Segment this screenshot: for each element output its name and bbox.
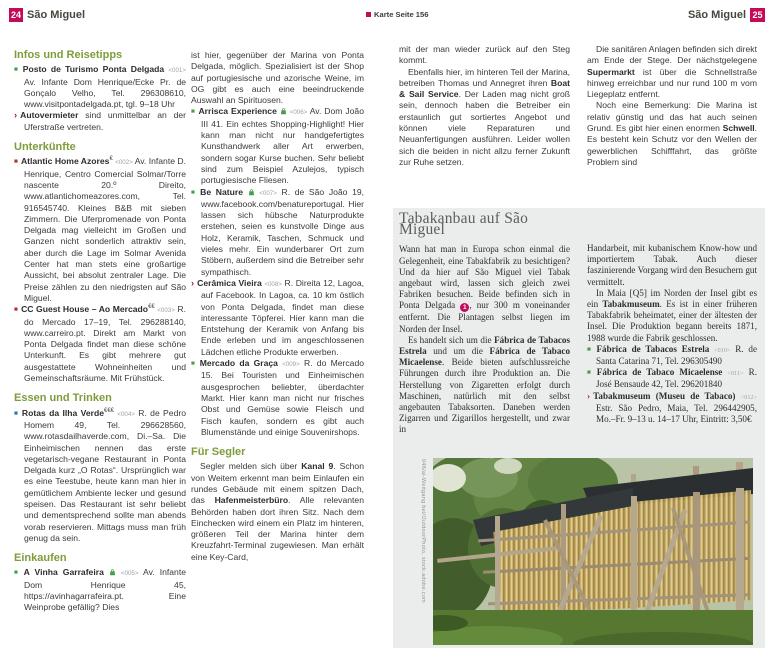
tobacco-drying-photo [433,458,753,645]
poi-number-badge: 1 [460,303,469,312]
map-ref-tag: <009> [282,361,300,369]
listing-text: R. de Pedro Homem 49, Tel. 296628560, www.rotasdailhaverde.com, Di.–Sa. Die Einheimischen nennen das erste vegetarisch-vegane Restaurant in Ponta Delgada kurz „O Rotas“. Ursprünglich war es eine Teestube, heute kann man hier in gemütlichem Ambiente lecker und gesund speisen. Das Restaurant ist sehr beliebt und dementsprechend sollte man abends vorab reservieren. Mittags muss man früh genug da sein. [24,407,186,543]
bold-term: Boat & Sail Service [399,77,570,100]
map-ref-tag: <007> [259,189,277,197]
section-heading-segler: Für Segler [191,446,246,459]
listing-title: Fábrica de Tabaco Micaelense [596,367,723,378]
map-ref-label: Karte Seite 156 [374,10,429,19]
page-header [0,8,765,22]
listing-text: Av. Infante Dom Henrique 45, https://avinhagarrafeira.pt. Eine Weinprobe gefällig? Dies [24,567,186,613]
listing-title: A Vinha Garrafeira [23,567,104,578]
bullet-square-icon: ■ [14,66,20,74]
body-text: und um die [426,346,490,357]
body-text: , nur 300 m voneinander entfernt. Die Plantagen selbst liegen im Norden der Insel. [399,300,570,334]
listing-text: R. de São João 19, www.facebook.com/benatureportugal. Hier lassen sich hübsche Naturprodukte erstehen, seien es kunstvolle Dinge aus Holz, Keramik, Taschen, Schmuck und vieles mehr. Ein wunderbarer Ort zum Stöbern, außerdem sind die Betreiber sehr sympathisch. [201,186,365,277]
listing-atlantic-home [14,156,186,304]
listing-mercado-graca [191,358,364,438]
marina-paragraph [399,67,570,169]
left-page-column-1 [14,50,186,614]
section-heading-essen: Essen und Trinken [14,392,112,405]
right-page-column-3 [399,44,570,168]
listing-fabrica-micaelense [587,367,757,390]
bold-term: Supermarkt [587,66,635,77]
page-title-left: São Miguel [27,9,86,21]
price-category: €€ [148,304,155,311]
right-page-column-4 [587,44,757,168]
body-text: . Der Laden mag nicht groß sein, dennoch haben die Betreiber ein erstaunlich gut sortiertes Angebot und können viele Reparaturen und Neuanfertigungen ausführen. Leider wollen sich die beiden in nicht allzu ferner Zukunft zur Ruhe setzen. [399,89,570,167]
map-ref-tag: <005> [120,570,139,578]
listing-text: Av. Infante Dom Henrique/Ecke Pr. de Gonçalo Velho, Tel. 296308610, www.visitpontadelgada.pt, tgl. 9–18 Uhr [24,76,186,110]
listing-continuation-text: ist hier, gegenüber der Marina von Ponta Delgada, möglich. Spezialisiert ist der Shop auf portugiesische und azorische Weine, im OG gibt es auch eine beeindruckende Auswahl an Spirituosen. [191,50,364,106]
listing-title: Rotas da Ilha Verde [21,407,104,418]
bullet-square-icon: ■ [191,360,197,368]
bullet-square-icon: ■ [587,345,594,353]
bullet-square-icon: ■ [14,569,21,577]
listing-text: R. de Santa Catarina 71, Tel. 296305490 [596,343,757,367]
body-text: Noch eine Bemerkung: Die Marina ist relativ günstig und das hat auch seinen Grund. Es gibt hier einen enormen [587,100,757,134]
tabak-paragraph [587,288,757,344]
bullet-square-icon: ■ [191,188,198,196]
listing-text: Av. Infante D. Henrique, Centro Comercial Solmar/Torre nascente 20.º Direito, www.atlantichomeazores.com, Tel. 916545740. Kleines B&B mit sieben Zimmern. Die Uferpromenade von Ponta Delgada mag vielleicht im Großen und Ganzen nicht sonderlich attraktiv sein, aber durch die Lage im Solmar Avenida Center hat man stets eine großartige Aussicht, bei absolut zentraler Lage. Die Preise zählen zu den niedrigsten auf São Miguel. [24,156,186,303]
bold-term: Tabakmuseum [602,299,660,310]
map-ref-tag: <008> [264,280,282,288]
map-reference [366,8,428,22]
bold-term: Fábrica de Tabacos Estrela [399,334,570,357]
listing-title: Atlantic Home Azores [20,156,110,167]
section-heading-einkaufen: Einkaufen [14,552,67,565]
listing-text: R. do Mercado 15. Bei Touristen und Einheimischen ausgesprochen beliebter, überdachter Markt. Hier kann man nicht nur frisches Obst und Gemüse sowie Fleisch und Fisch kaufen, sondern es gibt auch Blumenstände und einige Souvenirshops. [201,358,365,437]
page-number-right: 25 [750,8,765,22]
tabak-box-heading: Tabakanbau auf São Miguel [399,210,529,239]
section-heading-infos: Infos und Reisetipps [14,49,123,61]
bold-term: Hafenmeisterbüro [214,495,289,506]
left-page-column-2 [191,50,364,563]
listing-a-vinha [14,567,186,613]
tobacco-drying-illustration [433,458,753,645]
listing-fabrica-estrela [587,344,757,367]
tabak-paragraph [399,335,570,436]
tip-autovermieter [14,110,186,133]
tabak-box-column-left [399,210,570,436]
listing-title: CC Guest House – Ao Mercado [21,304,149,315]
tabak-paragraph [399,244,570,334]
listing-rotas [14,408,186,545]
body-text: . Es ist in einer früheren Tabakfabrik beheimatet, einer der ältesten der Insel. Die Produktion begann bereits 1871, 1988 wurde die Fabrik geschlossen. [587,299,758,343]
map-ref-tag: <003> [157,307,175,315]
tip-text: R. Direita 12, Lagoa, auf Facebook. In Lagoa, ca. 10 km östlich von Ponta Delgada, findet man diese interessante Töpferei. Hier kann man die Entstehung der Keramik von Anfang bis Ende erleben und im angeschlossenen Lädchen etliche Produkte erwerben. [201,277,364,357]
listing-title: Fábrica de Tabacos Estrela [596,343,710,354]
tip-ceramica-vieira [191,278,364,358]
body-text: Es handelt sich um die [408,334,495,345]
listing-be-nature [191,187,364,278]
listing-arrisca [191,106,364,186]
body-text: Wann hat man in Europa schon einmal die Gelegenheit, eine Tabakfabrik zu besichtigen? Und da hier auf São Miguel viel Tabak angebaut wird, lassen sich gleich zwei Fabriken besuchen. Beide befinden sich in Ponta Delgada [399,244,570,311]
body-text: Segler melden sich über [200,461,302,472]
map-ref-tag: <011> [727,370,744,378]
price-category: €€€ [103,407,114,414]
segler-paragraph [191,461,364,563]
listing-title: Posto de Turismo Ponta Delgada [22,64,165,75]
body-text: . Alle relevanten Behörden haben dort ihren Sitz. Nach dem Einchecken wird einem ein Platz im hinteren, größeren Teil der Marina hinter dem Kreuzfahrt-Terminal zugewiesen. Man erhält eine Key-Card, [191,495,364,562]
body-text: . Beide bieten aufschlussreiche Führungen durch ihre Produktion an. Die Herstellung von Zigaretten erfolgt durch Maschinen, natürlich mit den selbst angebauten Tabaksorten. Daneben werden Zigarren und Zigarillos hergestellt, und zwar in [399,357,570,435]
tip-title: Autovermieter [20,110,79,121]
tabak-box-column-right [587,243,757,425]
listing-text: R. José Bensaude 42, Tel. 296201840 [596,367,757,390]
map-ref-tag: <006> [289,109,308,117]
photo-credit: 046/ai-Weitgang bei/OutdoorPhoto, stock.adobe.com [420,459,426,603]
tip-arrow-icon: › [587,391,591,402]
map-ref-square-icon [366,12,371,17]
tabak-paragraph: Handarbeit, mit kubanischem Know-how und importiertem Tabak. Auch dieser faszinierende Vorgang wird den Besuchern gut vermittelt. [587,243,757,287]
tip-text: Estr. São Pedro, Maia, Tel. 296442905, Mo.–Fr. 9–13 u. 14–17 Uhr, Eintritt: 3,50€ [596,402,757,425]
tip-text: sind unmittelbar an der Uferstraße vertreten. [24,110,186,132]
listing-title: Be Nature [200,186,244,197]
bullet-square-icon: ■ [14,409,19,417]
map-ref-tag: <012> [740,393,757,401]
listing-text: R. do Mercado 17–19, Tel. 296288140, www.carreiro.pt. Direkt am Markt von Ponta Delgada findet man diese schöne Unterkunft. Es gibt mehrere gut ausgestattete Wohneinheiten und Gemeinschaftsräume. Mit Frühstück. [24,304,186,384]
tip-title: Cerâmica Vieira [197,277,262,288]
price-category: € [109,156,113,163]
body-text: . Schon von Weitem erkennt man beim Einlaufen ein rundes Gebäude mit einem spitzen Dach, das [191,461,364,506]
map-ref-tag: <010> [714,346,731,354]
map-ref-tag: <004> [117,410,135,418]
listing-title: Arrisca Experience [198,106,277,117]
bold-term: Kanal 9 [301,461,334,472]
listing-tourist-office [14,64,186,110]
shop-bag-icon [109,567,116,577]
section-heading-unterkuenfte: Unterkünfte [14,141,76,154]
bold-term: Schwell [722,123,755,134]
listing-title: Mercado da Graça [199,358,278,369]
shop-bag-icon [248,187,255,197]
tip-tabakmuseum [587,391,757,426]
body-text: Ebenfalls hier, im hinteren Teil der Marina, betreiben Thomas und Annegret ihren [399,66,570,88]
bold-term: Fábrica de Tabaco Micaelense [399,346,570,368]
map-ref-tag: <002> [115,159,133,167]
page-title-right: São Miguel [687,9,746,21]
body-text: . Es besteht kein Schutz vor den Wellen der gewerblichen Schifffahrt, das größte Problem sind [587,123,757,167]
marina-paragraph: mit der man wieder zurück auf den Steg kommt. [399,44,570,66]
page-number-left: 24 [10,10,21,20]
listing-cc-guesthouse [14,304,186,384]
marina-paragraph [587,100,757,168]
body-text: In Maia [Q5] im Norden der Insel gibt es ein [587,287,757,310]
tip-arrow-icon: › [14,110,18,122]
bullet-square-icon: ■ [191,108,196,116]
marina-paragraph [587,44,757,100]
listing-text: Av. Dom João III 41. Ein echtes Shopping-Highlight! Hier kann man nicht nur handgefertigtes Kunsthandwerk aller Art erwerben, sondern sogar Kurse buchen. Sehr beliebt sind zum Beispiel Azulejos, typisch portugiesische Fliesen. [201,106,364,186]
bullet-square-icon: ■ [14,306,19,314]
body-text: ist über die Schnellstraße hinweg erreichbar und nur rund 100 m vom Liegeplatz entfernt. [587,66,757,100]
bullet-square-icon: ■ [587,369,594,377]
bullet-square-icon: ■ [14,158,18,166]
body-text: Die sanitären Anlagen befinden sich direkt am Ende der Stege. Der nächstgelegene [587,44,757,66]
tip-title: Tabakmuseum (Museu de Tabaco) [593,390,736,401]
map-ref-tag: <001> [168,67,186,75]
shop-bag-icon [280,106,287,116]
tip-arrow-icon: › [191,277,195,289]
